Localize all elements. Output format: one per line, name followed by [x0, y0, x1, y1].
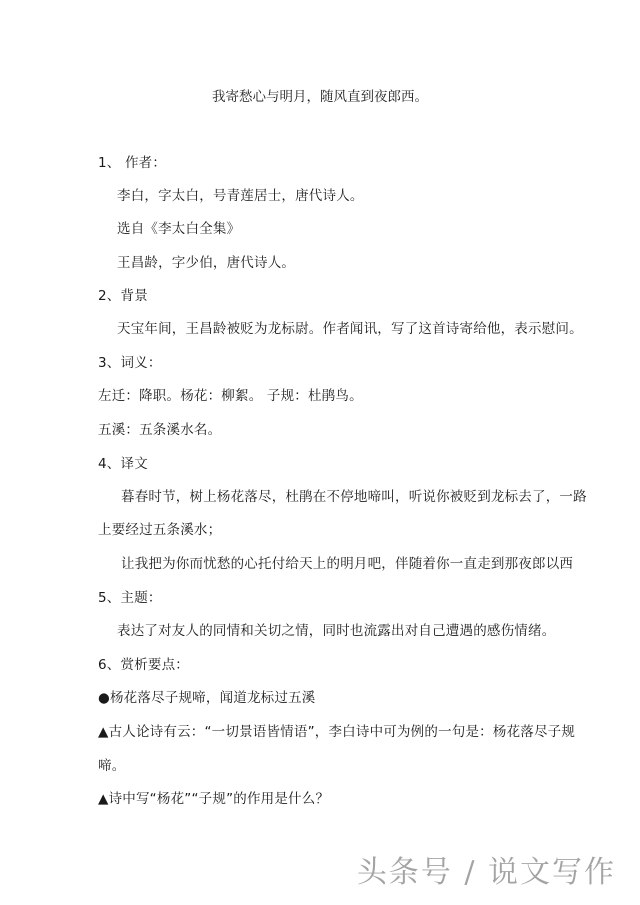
- section-background-heading: 2、背景: [98, 288, 148, 304]
- translation-line-1: 暮春时节，树上杨花落尽，杜鹃在不停地啼叫，听说你被贬到龙标去了，一路: [121, 489, 587, 505]
- section-appreciation-heading: 6、赏析要点：: [98, 657, 189, 673]
- question-1-line-1: ▲古人论诗有云：“一切景语皆情语”，李白诗中可为例的一句是：杨花落尽子规: [98, 724, 576, 740]
- author-line-3: 王昌龄，字少伯，唐代诗人。: [117, 255, 296, 271]
- section-vocab-heading: 3、词义：: [98, 355, 162, 371]
- question-1-line-2: 啼。: [98, 758, 126, 774]
- background-text: 天宝年间，王昌龄被贬为龙标尉。作者闻讯，写了这首诗寄给他，表示慰问。: [117, 321, 583, 337]
- translation-line-2: 上要经过五条溪水；: [98, 522, 222, 538]
- watermark: 头条号 / 说文写作: [356, 855, 616, 890]
- theme-text: 表达了对友人的同情和关切之情，同时也流露出对自己遭遇的感伤情绪。: [117, 623, 556, 639]
- appreciation-point: ●杨花落尽子规啼，闻道龙标过五溪: [98, 690, 316, 706]
- question-2: ▲诗中写“杨花”“子规”的作用是什么？: [98, 791, 330, 807]
- section-translation-heading: 4、译文: [98, 456, 148, 472]
- vocab-line-2: 五溪：五条溪水名。: [98, 422, 222, 438]
- author-line-2: 选自《李太白全集》: [117, 221, 241, 237]
- section-theme-heading: 5、主题：: [98, 590, 162, 606]
- poem-title: 我寄愁心与明月，随风直到夜郎西。: [212, 89, 428, 105]
- translation-line-3: 让我把为你而忧愁的心托付给天上的明月吧，伴随着你一直走到那夜郎以西: [121, 556, 574, 572]
- vocab-line-1: 左迁：降职。杨花：柳絮。 子规：杜鹃鸟。: [98, 388, 363, 404]
- section-author-heading: 1、 作者：: [98, 155, 167, 171]
- author-line-1: 李白，字太白，号青莲居士，唐代诗人。: [117, 188, 364, 204]
